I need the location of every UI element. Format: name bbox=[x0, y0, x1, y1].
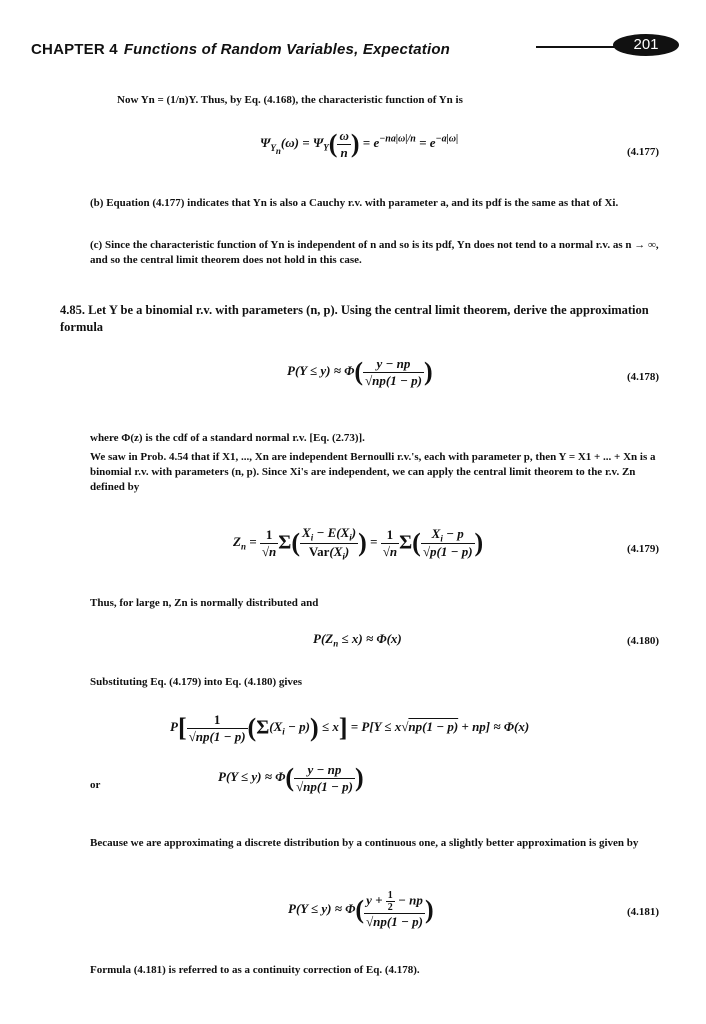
chapter-label: CHAPTER 4 bbox=[31, 41, 118, 58]
running-header bbox=[31, 41, 450, 58]
or-word: or bbox=[90, 779, 101, 791]
chapter-title: Functions of Random Variables, Expectation bbox=[123, 41, 451, 58]
intro-line bbox=[117, 93, 463, 108]
thus-line: Thus, for large n, Zn is normally distributed and bbox=[90, 597, 319, 609]
equation-4-179: $Z_n$ = $\frac{1}{√n}$ Σ( $\frac{X_i - E(X_i)}{Var(X_i)}$ ) = $\frac{1}{√n}$ Σ( $\frac{X_i - p}{√p(1 - p)}$ ) bbox=[233, 525, 484, 562]
problem-number: 4.85. bbox=[60, 303, 85, 317]
eq-number-4-177: (4.177) bbox=[627, 146, 660, 158]
eq-number-4-178: (4.178) bbox=[627, 371, 660, 383]
part-b: (b) Equation (4.177) indicates that Yn is also a Cauchy r.v. with parameter a, and its pdf is the same as that of Xi. bbox=[90, 197, 619, 209]
intro-text: Now Yn = (1/n)Y. Thus, by Eq. (4.168), the characteristic function of Yn is bbox=[117, 94, 463, 106]
page-number: 201 bbox=[613, 34, 679, 56]
substituting-line: Substituting Eq. (4.179) into Eq. (4.180) gives bbox=[90, 676, 303, 688]
we-saw-paragraph: We saw in Prob. 4.54 that if X1, ..., Xn are independent Bernoulli r.v.'s, each with parameter p, then Y = X1 + ... + Xn is a binomial r.v. with parameters (n, p). Since Xi's are independent, we can apply the central limit theorem to the r.v. Zn defined by bbox=[90, 451, 656, 493]
because-line: Because we are approximating a discrete distribution by a continuous one, a slightly better approximation is given by bbox=[90, 837, 639, 849]
eq-number-4-181: (4.181) bbox=[627, 906, 660, 918]
equation-4-181: P(Y ≤ y) ≈ Φ( y + $\frac{1}{2}$ − np √np(1 − p) ) bbox=[288, 890, 434, 929]
equation-substitution: P[ $\frac{1}{√np(1 - p)}$ $(\Sigma(X_i - p)) \le x] = P[Y \le x√np(1 - p) + np] \approx \Phi(x)$ bbox=[170, 712, 530, 744]
equation-or: P(Y ≤ y) ≈ Φ( $\frac{y - np}{√np(1 - p)}$ ) bbox=[218, 762, 364, 794]
where-line: where Φ(z) is the cdf of a standard normal r.v. [Eq. (2.73)]. bbox=[90, 432, 365, 444]
equation-4-177: $\Psi_{Y_n}(\omega) = \Psi_Y$( $\frac{\omega}{n}$ ) = $e^{-na|\omega|/n} = e^{-a|\omega|}$ bbox=[260, 128, 459, 160]
equation-4-180: $P(Z_n \le x) \approx \Phi(x)$ bbox=[313, 631, 402, 649]
eq-number-4-179: (4.179) bbox=[627, 543, 660, 555]
problem-text: Let Y be a binomial r.v. with parameters (n, p). Using the central limit theorem, derive the approximation formula bbox=[60, 303, 649, 334]
eq-number-4-180: (4.180) bbox=[627, 635, 660, 647]
continuity-correction-line: Formula (4.181) is referred to as a continuity correction of Eq. (4.178). bbox=[90, 964, 420, 976]
equation-4-178: P(Y ≤ y) ≈ Φ( $\frac{y - np}{√np(1 - p)}$ ) bbox=[287, 356, 433, 388]
part-c: (c) Since the characteristic function of Yn is independent of n and so is its pdf, Yn does not tend to a normal r.v. as n → ∞, and so the central limit theorem does not hold in this case. bbox=[90, 239, 659, 266]
problem-4-85 bbox=[60, 302, 670, 336]
